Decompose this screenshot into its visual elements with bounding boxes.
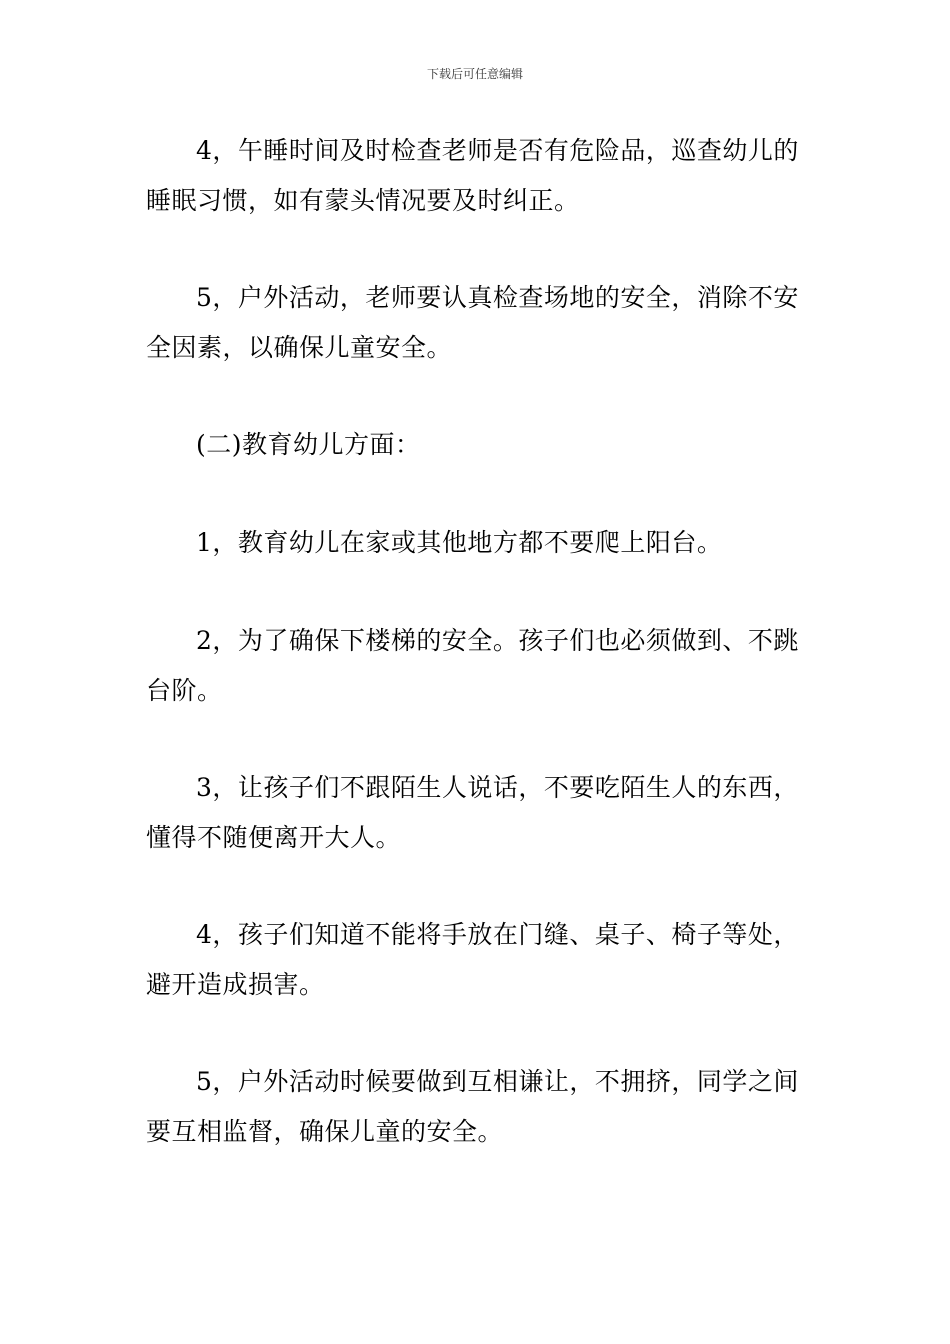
section-heading-education: (二)教育幼儿方面： <box>196 430 421 459</box>
paragraph-outdoor-site-check: 5，户外活动，老师要认真检查场地的安全，消除不安全因素，以确保儿童安全。 <box>146 283 799 362</box>
paragraph-stairs: 2，为了确保下楼梯的安全。孩子们也必须做到、不跳台阶。 <box>146 626 799 705</box>
paragraph-night-nap-check: 4，午睡时间及时检查老师是否有危险品，巡查幼儿的睡眠习惯，如有蒙头情况要及时纠正。 <box>146 136 799 215</box>
paragraph-outdoor-courtesy: 5，户外活动时候要做到互相谦让，不拥挤，同学之间要互相监督，确保儿童的安全。 <box>146 1067 799 1146</box>
page-header: 下载后可任意编辑 <box>426 67 523 81</box>
paragraph-door-gaps: 4，孩子们知道不能将手放在门缝、桌子、椅子等处，避开造成损害。 <box>146 920 799 999</box>
paragraph-balcony: 1，教育幼儿在家或其他地方都不要爬上阳台。 <box>196 528 723 557</box>
paragraph-strangers: 3，让孩子们不跟陌生人说话，不要吃陌生人的东西，懂得不随便离开大人。 <box>146 773 799 852</box>
document-body <box>146 126 808 1204</box>
